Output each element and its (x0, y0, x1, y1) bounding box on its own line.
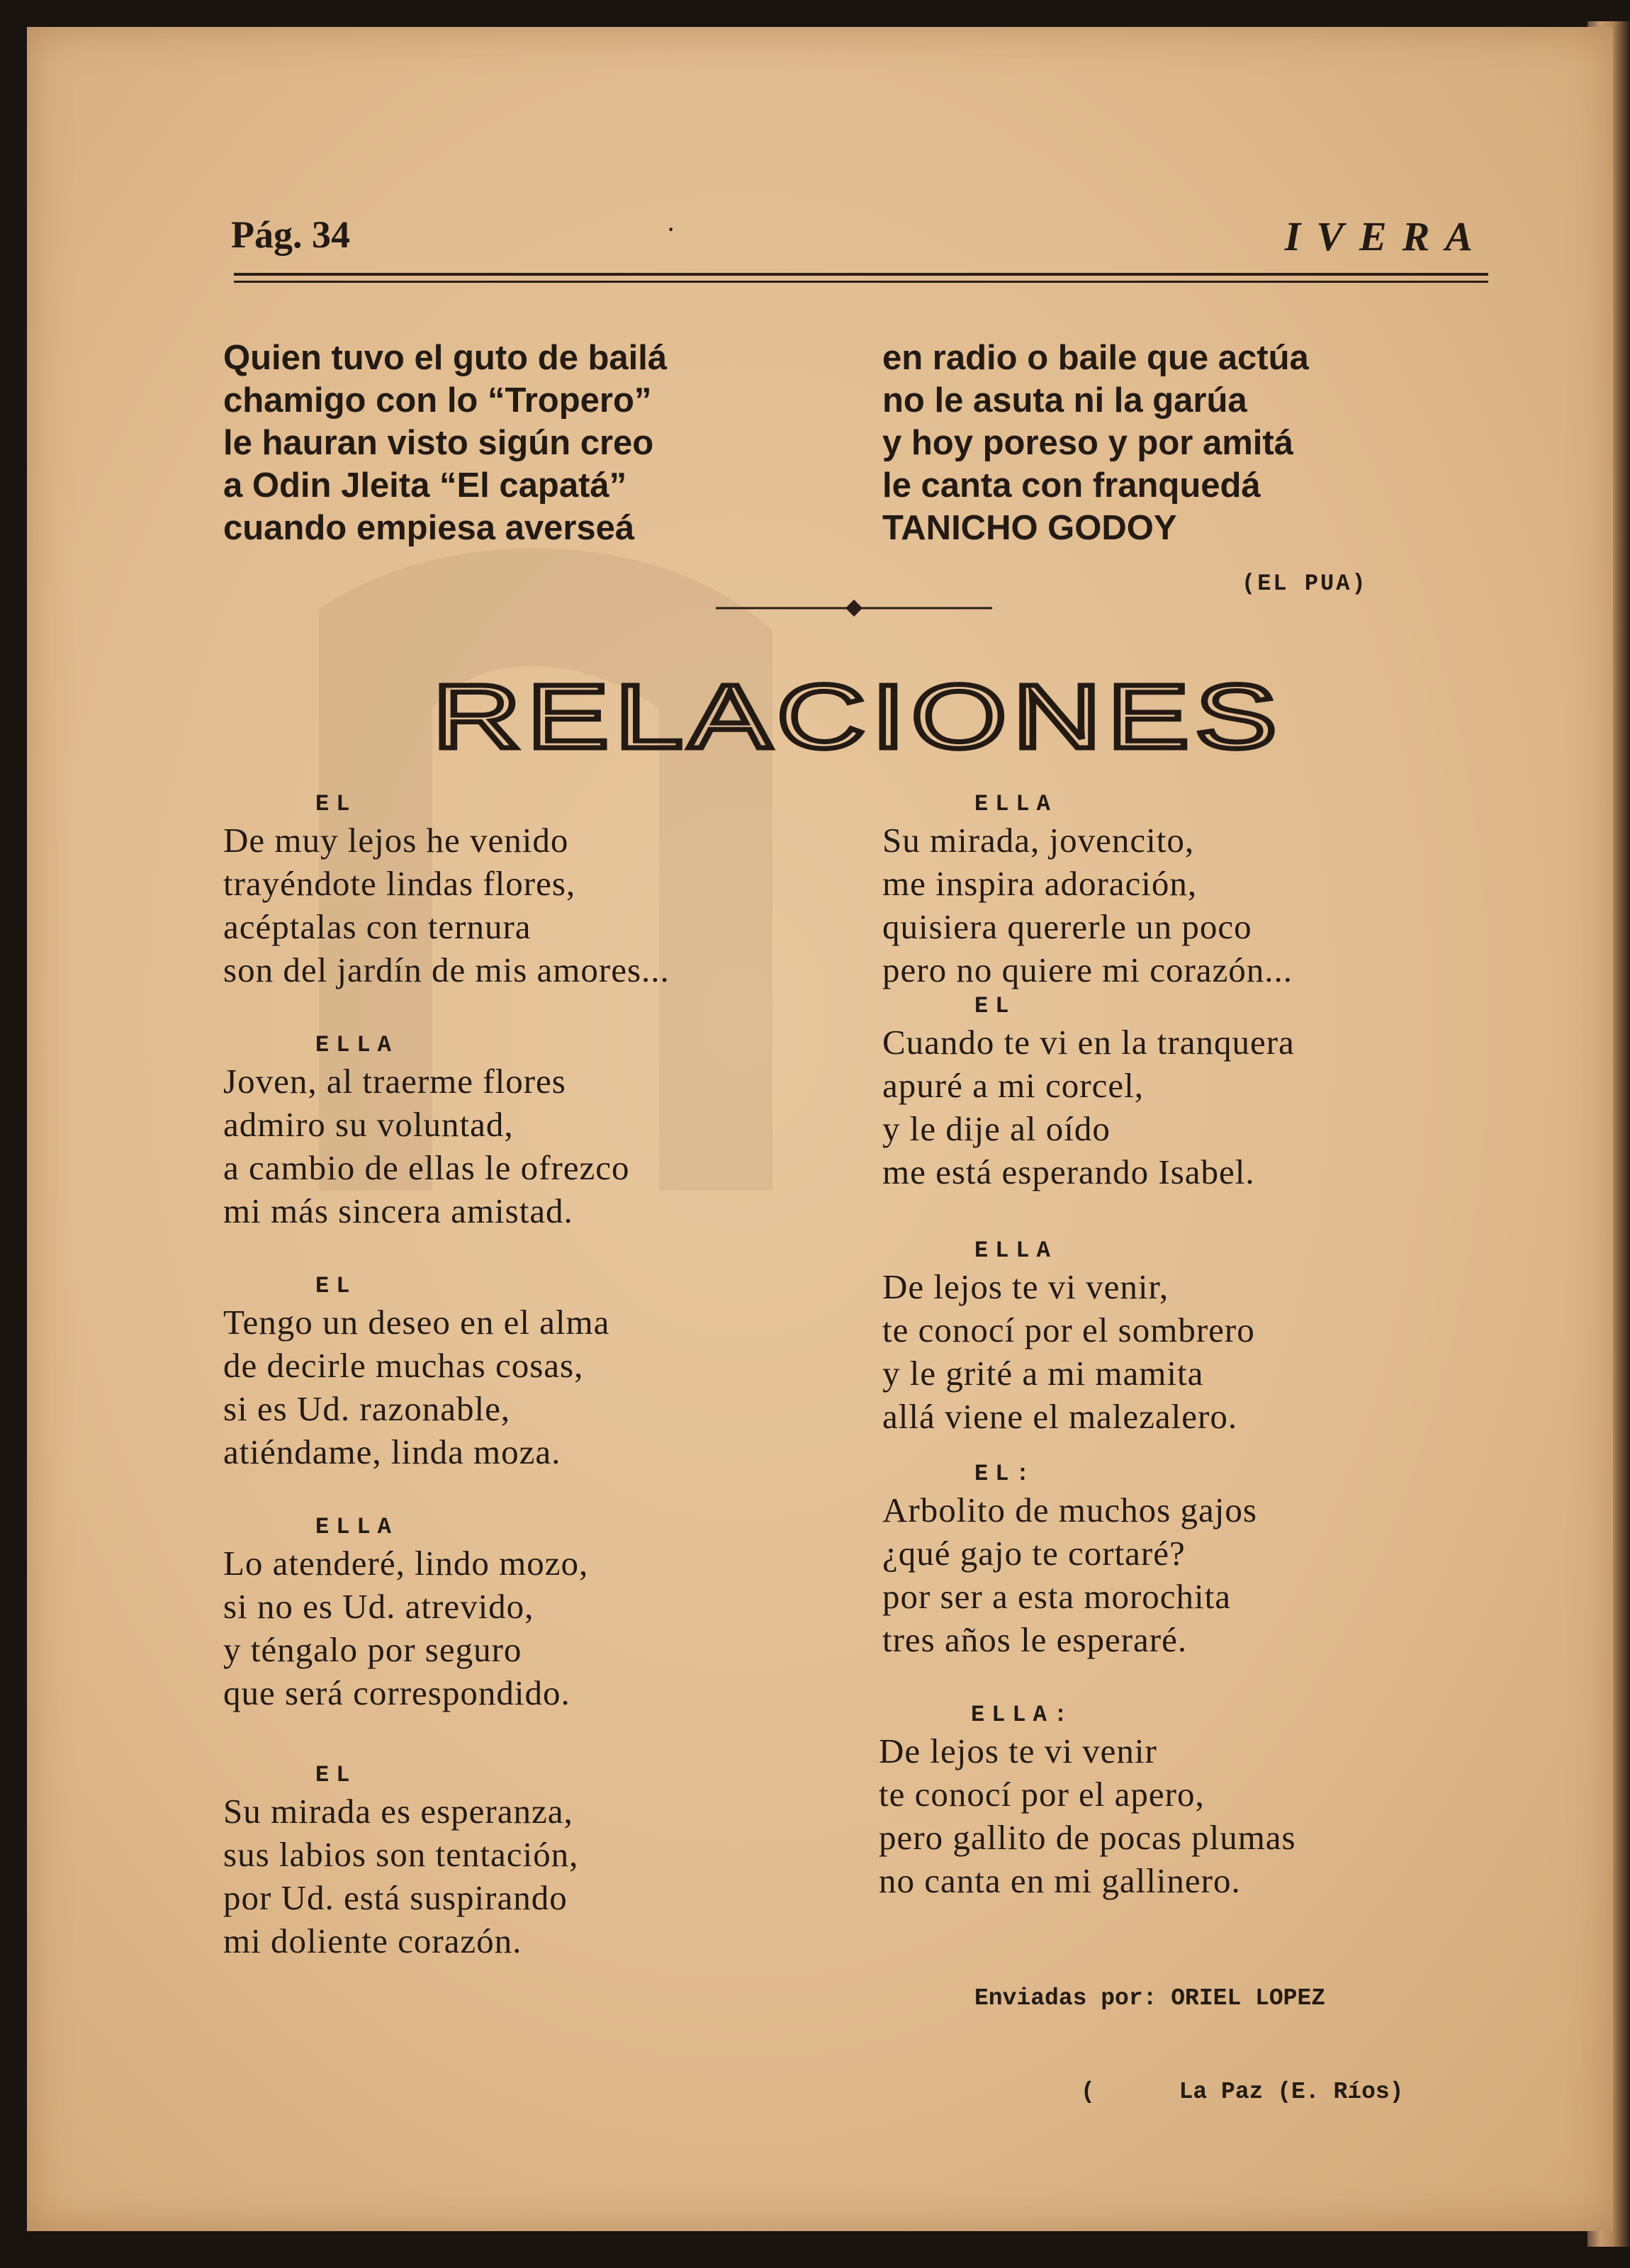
section-title (425, 666, 1290, 765)
poem-line: Quien tuvo el guto de bailá (223, 339, 668, 377)
dialogue-section (223, 1761, 578, 1963)
dialogue-section (882, 992, 1295, 1194)
speaker-label: EL (315, 1762, 357, 1788)
speaker-label: ELLA (974, 791, 1057, 817)
verse-line: trayéndote lindas flores, (223, 864, 576, 903)
speaker-label: ELLA (315, 1514, 398, 1540)
poem-signature: (EL PUA) (1242, 571, 1368, 597)
verse-line: por ser a esta morochita (882, 1577, 1232, 1616)
verse-line: de decirle muchas cosas, (223, 1346, 584, 1385)
verse-line: Lo atenderé, lindo mozo, (223, 1544, 589, 1583)
verse-line: Tengo un deseo en el alma (223, 1303, 610, 1342)
verse-line: quisiera quererle un poco (882, 907, 1252, 946)
verse-line: y téngalo por seguro (223, 1630, 522, 1669)
page-header (206, 213, 1488, 269)
verse-line: Arbolito de muchos gajos (882, 1491, 1257, 1529)
verse-line: De lejos te vi venir, (882, 1267, 1169, 1306)
verse-line: y le grité a mi mamita (882, 1354, 1204, 1393)
speaker-label: EL (315, 1273, 357, 1299)
verse-line: Su mirada, jovencito, (882, 821, 1195, 860)
verse-line: tres años le esperaré. (882, 1620, 1188, 1659)
verse-line: me inspira adoración, (882, 864, 1198, 903)
header-rule-top (234, 273, 1488, 276)
submission-credit (974, 1921, 1403, 2139)
dialogue-section (879, 1701, 1296, 1902)
top-poem-left-column (223, 337, 861, 549)
speaker-label: ELLA: (971, 1702, 1075, 1728)
speaker-label: ELLA (974, 1237, 1057, 1264)
verse-line: pero no quiere mi corazón... (882, 950, 1293, 989)
verse-line: sus labios son tentación, (223, 1835, 579, 1874)
verse-line: acéptalas con ternura (223, 907, 532, 946)
verse-line: De lejos te vi venir (879, 1731, 1157, 1770)
poem-line: en radio o baile que actúa (882, 339, 1309, 377)
dialogue-section (223, 1031, 630, 1233)
verse-line: si no es Ud. atrevido, (223, 1587, 534, 1626)
top-poem-right-column (882, 337, 1520, 549)
verse-line: atiéndame, linda moza. (223, 1432, 561, 1471)
dialogue-section (223, 1513, 588, 1714)
verse-line: son del jardín de mis amores... (223, 950, 670, 989)
poem-line: cuando empiesa aversеá (223, 509, 635, 547)
dialogue-section (223, 790, 670, 992)
verse-line: te conocí por el sombrero (882, 1310, 1255, 1349)
verse-line: que será correspondido. (223, 1673, 570, 1712)
verse-line: ¿qué gajo te cortaré? (882, 1534, 1186, 1573)
poem-line: le canta con franquedá (882, 466, 1261, 505)
speaker-label: ELLA (315, 1032, 398, 1058)
title-text: RELACIONES (432, 666, 1283, 765)
verse-line: mi doliente corazón. (223, 1921, 522, 1960)
verse-line: pero gallito de pocas plumas (879, 1818, 1296, 1857)
verse-line: y le dije al oído (882, 1109, 1111, 1148)
speaker-label: EL (974, 993, 1016, 1019)
poem-line: a Odin Jleita “El capatá” (223, 466, 627, 505)
verse-line: Joven, al traerme flores (223, 1062, 566, 1101)
poem-line: chamigo con lo “Tropero” (223, 381, 652, 420)
dialogue-section (882, 1237, 1255, 1438)
verse-line: admiro su voluntad, (223, 1105, 514, 1144)
speaker-label: EL (315, 791, 357, 817)
header-rule-bottom (234, 281, 1488, 283)
verse-line: te conocí por el apero, (879, 1775, 1205, 1814)
verse-line: me está esperando Isabel. (882, 1152, 1255, 1191)
poem-line: no le asuta ni la garúa (882, 381, 1247, 420)
verse-line: Cuando te vi en la tranquera (882, 1023, 1295, 1062)
verse-line: por Ud. está suspirando (223, 1878, 568, 1917)
magazine-title: IVERA (1284, 213, 1488, 259)
poem-author: TANICHO GODOY (882, 509, 1177, 547)
dialogue-section (223, 1272, 609, 1473)
poem-line: y hoy poreso y por amitá (882, 424, 1293, 462)
credit-line: Enviadas por: ORIEL LOPEZ (974, 1985, 1326, 2011)
poem-line: le hauran visto sigún creo (223, 424, 654, 462)
header-separator: · (666, 213, 676, 245)
verse-line: Su mirada es esperanza, (223, 1792, 573, 1831)
page-number: Pág. 34 (231, 213, 350, 256)
verse-line: De muy lejos he venido (223, 821, 569, 860)
verse-line: mi más sincera amistad. (223, 1191, 573, 1230)
dialogue-section (882, 1460, 1257, 1661)
speaker-label: EL: (974, 1461, 1037, 1487)
verse-line: si es Ud. razonable, (223, 1389, 511, 1428)
ornament-divider-icon (716, 597, 992, 619)
credit-location: ( La Paz (E. Ríos) (1081, 2079, 1404, 2105)
verse-line: no canta en mi gallinero. (879, 1861, 1241, 1900)
dialogue-section (882, 790, 1293, 992)
verse-line: a cambio de ellas le ofrezco (223, 1148, 630, 1187)
verse-line: allá viene el malezalero. (882, 1397, 1238, 1436)
verse-line: apuré a mi corcel, (882, 1066, 1144, 1105)
